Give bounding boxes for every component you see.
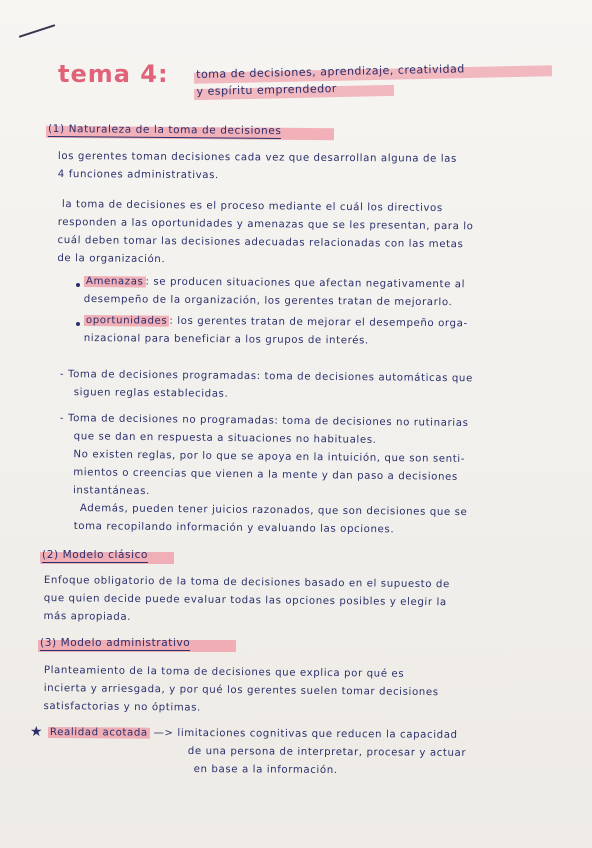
text-line: de una persona de interpretar, procesar y actuar: [187, 745, 467, 759]
arrow-icon: —>: [153, 727, 174, 739]
text-line: de la organización.: [57, 252, 166, 266]
text-line: responden a las oportunidades y amenazas que se les presentan, para lo: [57, 216, 474, 233]
bullet-dot: [76, 322, 80, 326]
term-oportunidades: oportunidades: [85, 315, 168, 327]
section-1-paragraph-2: [57, 196, 474, 272]
text-line: siguen reglas establecidas.: [73, 387, 229, 400]
text-line: No existen reglas, por lo que se apoya en la intuición, que son senti-: [73, 449, 466, 465]
text-line: - Toma de decisiones no programadas: toma de decisiones no rutinarias: [59, 412, 469, 429]
section-1-heading: (1) Naturaleza de la toma de decisiones: [47, 122, 282, 138]
text-line: nizacional para beneficiar a los grupos de interés.: [83, 332, 369, 347]
text-line: los gerentes toman decisiones cada vez que desarrollan alguna de las: [57, 150, 458, 165]
text-line: incierta y arriesgada, y por qué los gerentes suelen tomar decisiones: [43, 682, 439, 699]
text-line: 4 funciones administrativas.: [57, 168, 219, 182]
section-3-paragraph: [43, 662, 438, 720]
bullet-oportunidades: [84, 312, 468, 351]
programmed-decisions: [60, 366, 473, 406]
text-line: toma recopilando información y evaluando las opciones.: [73, 520, 395, 536]
term-realidad-acotada: Realidad acotada: [49, 727, 148, 739]
text-line: más apropiada.: [43, 610, 132, 623]
term-amenazas: Amenazas: [85, 276, 144, 288]
star-icon: ★: [30, 724, 43, 740]
bullet-amenazas: [84, 273, 465, 312]
text-line: satisfactorias y no óptimas.: [43, 700, 201, 714]
page-title: tema 4:: [58, 60, 169, 88]
text-line: la toma de decisiones es el proceso mediante el cuál los directivos: [61, 199, 443, 215]
text-line: - Toma de decisiones programadas: toma de decisiones automáticas que: [59, 368, 473, 385]
text-line: [48, 724, 467, 745]
text-line: cuál deben tomar las decisiones adecuadas relacionadas con las metas: [57, 234, 464, 251]
text-line: mientos o creencias que vienen a la mente y dan paso a decisiones: [73, 467, 458, 483]
text-line: desempeño de la organización, los gerentes tratan de mejorarlo.: [83, 293, 453, 309]
subtitle-line-2: y espíritu emprendedor: [196, 82, 338, 98]
bullet-2-text: : los gerentes tratan de mejorar el desempeño orga-: [169, 315, 468, 330]
section-1-paragraph-3: [74, 500, 468, 540]
page-subtitle: [196, 60, 465, 100]
text-line: Planteamiento de la toma de decisiones que explica por qué es: [43, 664, 405, 680]
text-line: que se dan en respuesta a situaciones no habituales.: [73, 431, 377, 446]
text-line: en base a la información.: [193, 764, 338, 777]
bounded-reality-note: [48, 724, 467, 781]
text-line: instantáneas.: [72, 485, 150, 498]
section-1-paragraph-1: [58, 148, 457, 187]
bullet-1-text: : se producen situaciones que afectan negativamente al: [145, 276, 466, 291]
section-2-heading: (2) Modelo clásico: [42, 549, 149, 561]
text-line: Enfoque obligatorio de la toma de decisiones basado en el supuesto de: [43, 574, 450, 591]
bullet-dot: [76, 283, 80, 287]
text-line: que quien decide puede evaluar todas las opciones posibles y elegir la: [43, 592, 447, 609]
text-line: Además, pueden tener juicios razonados, que son decisiones que se: [79, 503, 468, 519]
pen-mark: [19, 24, 56, 38]
section-3-heading: (3) Modelo administrativo: [40, 637, 191, 649]
section-2-paragraph: [43, 572, 450, 630]
subtitle-line-1: toma de decisiones, aprendizaje, creatividad: [196, 62, 465, 81]
note-text-1: limitaciones cognitivas que reducen la capacidad: [177, 727, 458, 741]
non-programmed-decisions: [59, 410, 469, 505]
